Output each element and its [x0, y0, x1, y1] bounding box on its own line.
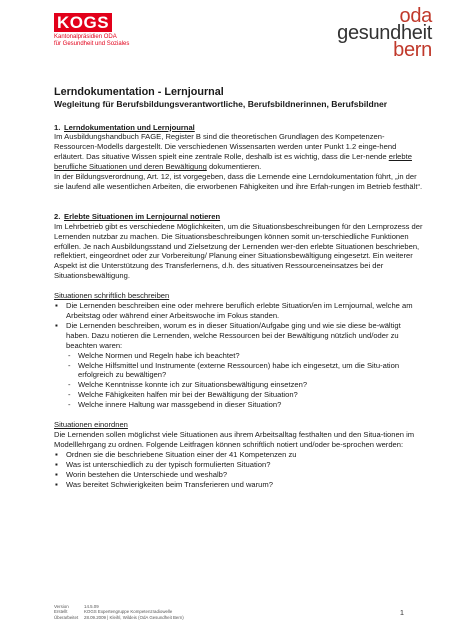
section-2-heading: 2. Erlebte Situationen im Lernjournal notieren	[54, 211, 221, 221]
section-1-paragraph-1: Im Ausbildungshandbuch FAGE, Register B sind die theoretischen Grundlagen des Kompetenzen-Ressourcen-Modells dargestellt. Die verschiedenen Wissensarten werden unter Punkt 1.2 einge-hend erläutert. Das situative Wissen spielt eine zentrale Rolle, deshalb ist es wichtig, dass die Ler-nende erlebte berufliche Situationen und deren Bewältigung dokumentieren.	[54, 132, 412, 172]
document-subtitle: Wegleitung für Berufsbildungsverantwortliche, Berufsbildnerinnen, Berufsbildner	[54, 98, 388, 109]
section-1	[54, 123, 426, 192]
oda-gesundheit-bern-logo	[337, 5, 432, 61]
footer-row: Überarbeitet 28.09.2009 | Kleihl, Wildeis (OdA Gesundheit Bern)	[54, 614, 184, 620]
section-2-paragraph-1: Im Lehrbetrieb gibt es verschiedene Möglichkeiten, um die Situationsbeschreibungen für den Lernprozess der Lernenden nutzbar zu machen. Die Situationsbeschreibungen können somit un-terschiedliche Funktionen erfüllen. Je nach Ausbildungsstand und Zielsetzung der Lernenden wer-den erlebte Situationen beschrieben, reflektiert, eingeordnet oder zur Vorbereitung/ Planung einer Situationsbewältigung eingesetzt. Ein weiterer Aspekt ist die Unterstützung des Transferlernens, d.h. des situativen Ressourceneinsatzes bei der Situationsbewältigung.	[54, 221, 423, 281]
list-item: - Welche Fähigkeiten halfen mir bei der Bewältigung der Situation?	[66, 390, 426, 400]
subsection-describe-heading: Situationen schriftlich beschreiben	[54, 291, 170, 301]
section-1-paragraph-2: In der Bildungsverordnung, Art. 12, ist vorgegeben, dass die Lernende eine Lerndokumentation führt, „in der sie laufend alle wesentlichen Arbeiten, die erworbenen Fähigkeiten und ihre Erfah-rungen im Betrieb festhält“.	[54, 172, 423, 191]
logo-bern: bern	[393, 39, 432, 61]
list-item: ▪ Die Lernenden beschreiben, worum es in dieser Situation/Aufgabe ging und wie sie diese be-wältigt haben. Dazu notieren die Lernenden, welche Ressourcen bei der Bewältigung nützlich und/oder zu beachten waren:	[54, 321, 426, 351]
section-2	[54, 212, 426, 281]
kogs-logo	[54, 13, 129, 48]
subsection-describe	[54, 291, 426, 410]
classify-bullet-list	[54, 450, 426, 490]
list-item: ▪ Was bereitet Schwierigkeiten beim Transferieren und warum?	[54, 480, 426, 490]
resource-questions-list	[54, 351, 426, 410]
section-1-heading: 1. Lerndokumentation und Lernjournal	[54, 122, 195, 132]
subsection-classify-heading: Situationen einordnen	[54, 420, 128, 430]
logo-oda: oda	[399, 5, 432, 27]
list-item: ▪ Ordnen sie die beschriebene Situation einer der 41 Kompetenzen zu	[54, 450, 426, 460]
kogs-logo-subtitle: Kantonalpräsidien ODA für Gesundheit und Soziales	[54, 34, 130, 48]
list-item: - Welche Normen und Regeln habe ich beachtet?	[66, 351, 426, 361]
list-item: - Welche Kenntnisse konnte ich zur Situationsbewältigung einsetzen?	[66, 380, 426, 390]
document-footer	[54, 604, 184, 620]
footer-row: Erstellt KOGS Expertengruppe Kompetenzradiowelle	[54, 609, 173, 615]
list-item: - Welche innere Haltung war massgebend in dieser Situation?	[66, 400, 426, 410]
subsection-classify	[54, 420, 426, 489]
list-item: ▪ Die Lernenden beschreiben eine oder mehrere beruflich erlebte Situation/en im Lernjournal, welche am Arbeitstag oder während einer Arbeitswoche im Fokus standen.	[54, 301, 426, 321]
list-item: - Welche Hilfsmittel und Instrumente (externe Ressourcen) habe ich eingesetzt, um die Situ-ation erfolgreich zu bewältigen?	[66, 361, 426, 381]
subsection-classify-paragraph: Die Lernenden sollen möglichst viele Situationen aus ihrem Arbeitsalltag festhalten und den Situa-tionen im Modelllehrgang zu ordnen. Folgende Leitfragen können schriftlich notiert und/oder be-sprochen werden:	[54, 429, 415, 449]
logo-gesundheit: gesundheit	[337, 22, 432, 44]
list-item: ▪ Worin bestehen die Unterschiede und weshalb?	[54, 470, 426, 480]
footer-row: Version 14.5.09	[54, 604, 99, 609]
list-item: ▪ Was ist unterschiedlich zu der typisch formulierten Situation?	[54, 460, 426, 470]
kogs-logo-name: KOGS	[54, 13, 112, 32]
describe-bullet-list	[54, 301, 426, 351]
document-body	[54, 86, 426, 489]
page-number: 1	[399, 608, 404, 617]
document-title: Lerndokumentation - Lernjournal	[54, 86, 224, 98]
